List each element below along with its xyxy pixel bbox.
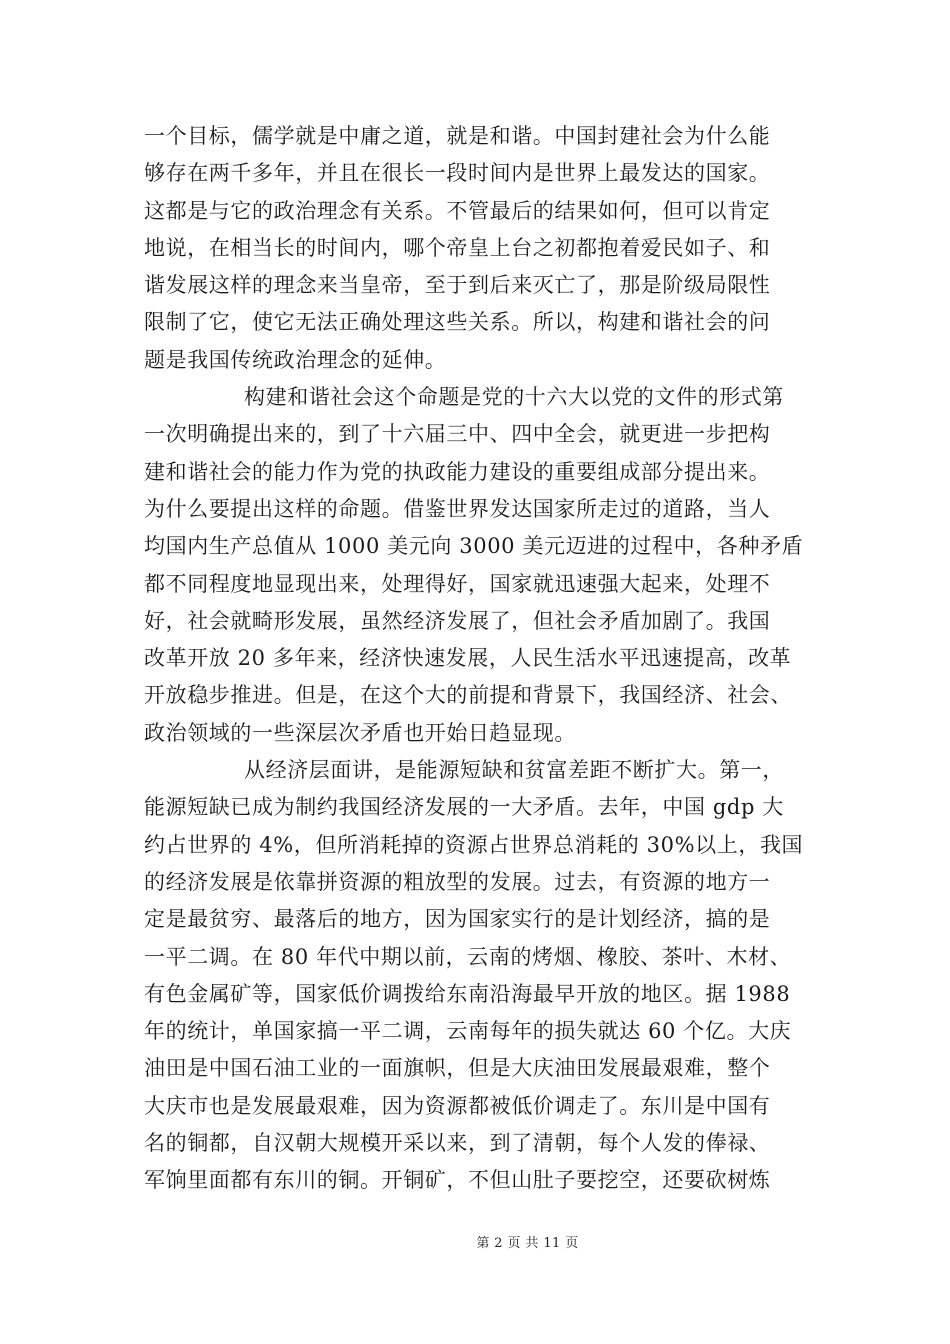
- text-line: 有色金属矿等，国家低价调拨给东南沿海最早开放的地区。据 1988: [144, 981, 791, 1006]
- text-line: 地说，在相当长的时间内，哪个帝皇上台之初都抱着爱民如子、和: [144, 235, 771, 260]
- text-line: 政治领域的一些深层次矛盾也开始日趋显现。: [144, 720, 576, 745]
- text-line: 改革开放 20 多年来，经济快速发展，人民生活水平迅速提高，改革: [144, 646, 792, 671]
- text-line: 构建和谐社会这个命题是党的十六大以党的文件的形式第: [244, 385, 784, 410]
- text-line: 题是我国传统政治理念的延伸。: [144, 347, 447, 372]
- text-line: 一平二调。在 80 年代中期以前，云南的烤烟、橡胶、茶叶、木材、: [144, 944, 792, 969]
- paragraph-1: [144, 118, 824, 379]
- text-line: 均国内生产总值从 1000 美元向 3000 美元迈进的过程中，各种矛盾: [144, 534, 804, 559]
- text-line: 够存在两千多年，并且在很长一段时间内是世界上最发达的国家。: [144, 161, 771, 186]
- text-line: 能源短缺已成为制约我国经济发展的一大矛盾。去年，中国 gdp 大: [144, 795, 784, 820]
- text-line: 的经济发展是依靠拼资源的粗放型的发展。过去，有资源的地方一: [144, 869, 771, 894]
- text-line: 一次明确提出来的，到了十六届三中、四中全会，就更进一步把构: [144, 422, 771, 447]
- text-line: 为什么要提出这样的命题。借鉴世界发达国家所走过的道路，当人: [144, 496, 771, 521]
- text-line: 都不同程度地显现出来，处理得好，国家就迅速强大起来，处理不: [144, 571, 771, 596]
- text-line: 油田是中国石油工业的一面旗帜，但是大庆油田发展最艰难，整个: [144, 1056, 771, 1081]
- text-line: 名的铜都，自汉朝大规模开采以来，到了清朝，每个人发的俸禄、: [144, 1131, 771, 1156]
- text-line: 从经济层面讲，是能源短缺和贫富差距不断扩大。第一，: [244, 758, 784, 783]
- text-line: 军饷里面都有东川的铜。开铜矿，不但山肚子要挖空，还要砍树炼: [144, 1168, 771, 1193]
- text-line: 开放稳步推进。但是，在这个大的前提和背景下，我国经济、社会、: [144, 683, 792, 708]
- page-number: 第 2 页 共 11 页: [476, 1236, 579, 1251]
- document-body: [144, 118, 824, 1200]
- text-line: 谐发展这样的理念来当皇帝，至于到后来灭亡了，那是阶级局限性: [144, 273, 771, 298]
- page-footer: [0, 1232, 950, 1251]
- text-line: 年的统计，单国家搞一平二调，云南每年的损失就达 60 个亿。大庆: [144, 1019, 792, 1044]
- paragraph-3: [144, 752, 824, 1200]
- text-line: 这都是与它的政治理念有关系。不管最后的结果如何，但可以肯定: [144, 198, 771, 223]
- text-line: 大庆市也是发展最艰难，因为资源都被低价调走了。东川是中国有: [144, 1093, 771, 1118]
- text-line: 定是最贫穷、最落后的地方，因为国家实行的是计划经济，搞的是: [144, 907, 771, 932]
- text-line: 限制了它，使它无法正确处理这些关系。所以，构建和谐社会的问: [144, 310, 771, 335]
- text-line: 好，社会就畸形发展，虽然经济发展了，但社会矛盾加剧了。我国: [144, 608, 771, 633]
- text-line: 约占世界的 4%，但所消耗掉的资源占世界总消耗的 30%以上，我国: [144, 832, 804, 857]
- text-line: 建和谐社会的能力作为党的执政能力建设的重要组成部分提出来。: [144, 459, 771, 484]
- paragraph-2: [144, 379, 824, 752]
- text-line: 一个目标，儒学就是中庸之道，就是和谐。中国封建社会为什么能: [144, 124, 771, 148]
